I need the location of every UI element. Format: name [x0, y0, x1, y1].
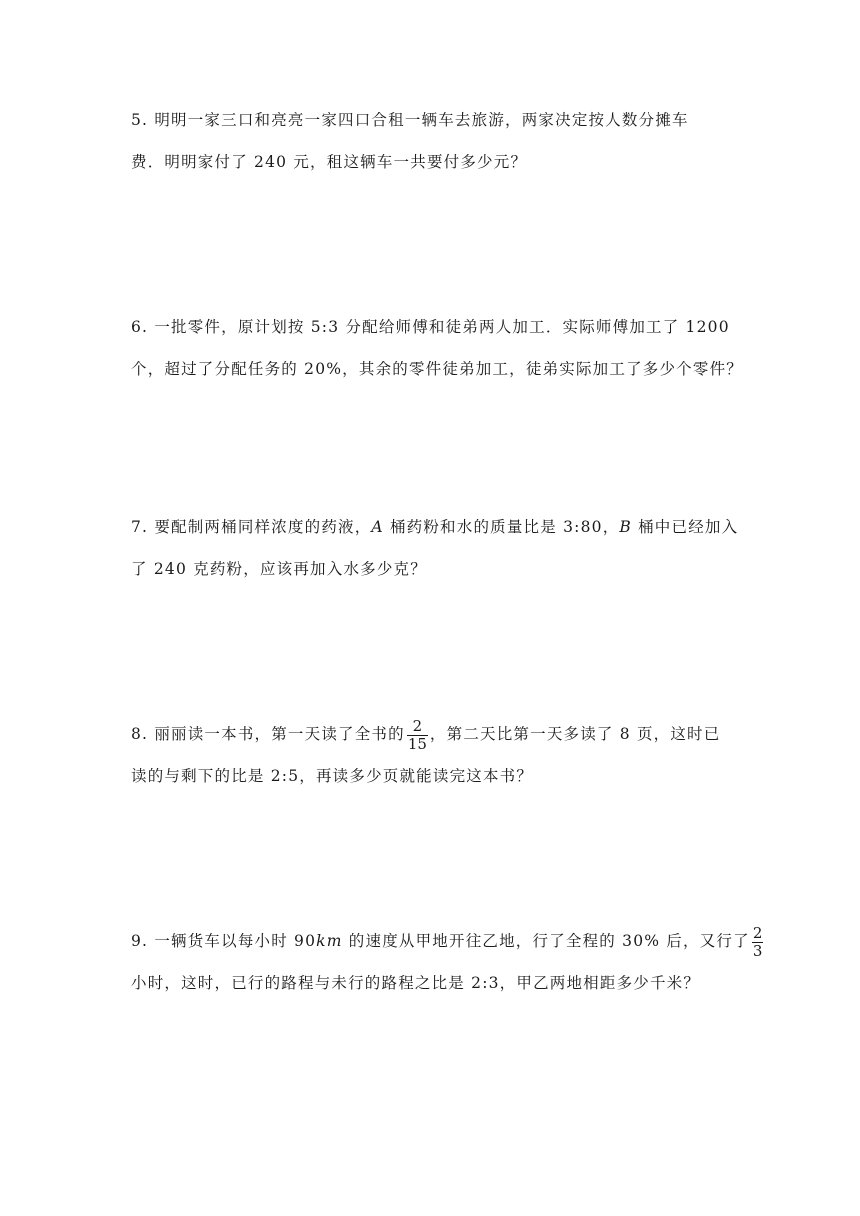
- problem-7-text-b: 桶药粉和水的质量比是 3:80，: [383, 518, 620, 536]
- fraction-numerator: 2: [412, 716, 423, 735]
- problem-5: [131, 99, 731, 183]
- problem-8-line-1: [131, 713, 731, 755]
- problem-7-line-1: [131, 506, 739, 548]
- problem-9-text-a: 9. 一辆货车以每小时 90: [131, 932, 317, 950]
- problem-7-line-2: 了 240 克药粉，应该再加入水多少克？: [131, 560, 427, 578]
- problem-7-text-c: 桶中已经加入: [631, 518, 739, 536]
- problem-8-text-b: ，第二天比第一天多读了 8 页，这时已: [429, 725, 721, 743]
- problem-7-text-a: 7. 要配制两桶同样浓度的药液，: [131, 518, 372, 536]
- fraction-numerator: 2: [752, 923, 763, 942]
- problem-5-line-2: 费．明明家付了 240 元，租这辆车一共要付多少元？: [131, 153, 528, 171]
- bucket-a-label: A: [371, 518, 384, 536]
- problem-6: [131, 306, 743, 390]
- fraction-denominator: 15: [407, 734, 427, 753]
- fraction-two-fifteenths: [407, 716, 428, 753]
- bucket-b-label: B: [619, 518, 632, 536]
- fraction-two-thirds: [752, 923, 764, 960]
- problem-9-text-b: 的速度从甲地开往乙地，行了全程的 30% 后，又行了: [342, 932, 750, 950]
- problem-7: [131, 506, 739, 590]
- problem-9: [131, 920, 763, 1004]
- problem-5-line-1: 5. 明明一家三口和亮亮一家四口合租一辆车去旅游，两家决定按人数分摊车: [131, 111, 689, 129]
- unit-km: km: [316, 932, 343, 950]
- problem-8: [131, 713, 731, 797]
- fraction-denominator: 3: [752, 941, 763, 960]
- problem-6-line-2: 个，超过了分配任务的 20%，其余的零件徒弟加工，徒弟实际加工了多少个零件？: [131, 360, 743, 378]
- problem-8-text-a: 8. 丽丽读一本书，第一天读了全书的: [131, 725, 405, 743]
- problem-6-line-1: 6. 一批零件，原计划按 5:3 分配给师傅和徒弟两人加工．实际师傅加工了 1200: [131, 318, 730, 336]
- problem-9-line-1: [131, 920, 763, 962]
- problem-9-line-2: 小时，这时，已行的路程与未行的路程之比是 2:3，甲乙两地相距多少千米？: [131, 974, 701, 992]
- problem-8-line-2: 读的与剩下的比是 2:5，再读多少页就能读完这本书？: [131, 767, 534, 785]
